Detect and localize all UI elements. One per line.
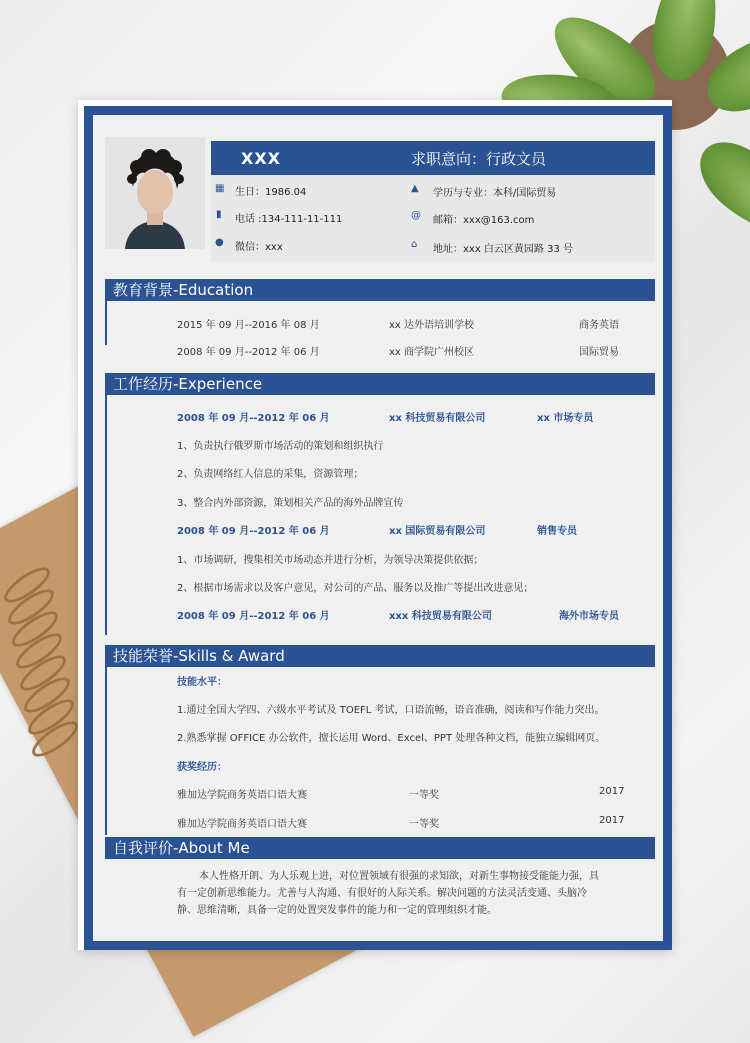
skill-item: 2.熟悉掌握 OFFICE 办公软件，擅长运用 Word、Excel、PPT 处理各种文档，能独立编辑网页。 bbox=[177, 733, 606, 744]
job-period: 2008 年 09 月--2012 年 06 月 bbox=[177, 413, 330, 424]
edu-school: xx 达外语培训学校 bbox=[389, 320, 475, 331]
at-icon: @ bbox=[411, 210, 421, 221]
job-period: 2008 年 09 月--2012 年 06 月 bbox=[177, 526, 330, 537]
job-role: 海外市场专员 bbox=[559, 611, 619, 622]
job-role: 销售专员 bbox=[537, 526, 577, 537]
email-info: 邮箱：xxx@163.com bbox=[433, 215, 535, 226]
about-section-title: 自我评价-About Me bbox=[105, 837, 655, 859]
award-prize: 一等奖 bbox=[409, 819, 439, 830]
birth-info: 生日：1986.04 bbox=[235, 187, 307, 198]
job-duty: 1、市场调研，搜集相关市场动态并进行分析，为领导决策提供依据； bbox=[177, 555, 484, 566]
resume-paper bbox=[78, 100, 672, 950]
avatar-photo bbox=[105, 137, 205, 249]
home-icon: ⌂ bbox=[411, 239, 418, 250]
section-divider bbox=[105, 301, 107, 345]
edu-period: 2008 年 09 月--2012 年 06 月 bbox=[177, 347, 320, 358]
about-text: 有一定创新思维能力。尤善与人沟通、有很好的人际关系。解决问题的方法灵活变通、头脑冷 bbox=[177, 888, 587, 899]
job-company: xx 国际贸易有限公司 bbox=[389, 526, 486, 537]
resume-frame bbox=[84, 106, 672, 950]
job-intent: 求职意向：行政文员 bbox=[411, 150, 547, 168]
wechat-icon: ● bbox=[215, 237, 224, 248]
address-info: 地址：xxx 白云区黄园路 33 号 bbox=[433, 244, 574, 255]
name-bar bbox=[211, 141, 655, 175]
award-name: 雅加达学院商务英语口语大赛 bbox=[177, 819, 307, 830]
section-divider bbox=[105, 667, 107, 835]
edu-period: 2015 年 09 月--2016 年 08 月 bbox=[177, 320, 320, 331]
notebook-spiral bbox=[0, 575, 70, 755]
about-text: 静、思维清晰，具备一定的处置突发事件的能力和一定的管理组织才能。 bbox=[177, 905, 497, 916]
award-year: 2017 bbox=[599, 786, 625, 797]
job-duty: 2、根据市场需求以及客户意见，对公司的产品、服务以及推广等提出改进意见； bbox=[177, 583, 534, 594]
calendar-icon: ▦ bbox=[215, 183, 225, 194]
section-divider bbox=[105, 395, 107, 635]
job-duty: 1、负责执行俄罗斯市场活动的策划和组织执行 bbox=[177, 441, 384, 452]
about-text: 本人性格开朗、为人乐观上进，对位置领域有很强的求知欲，对新生事物接受能能力强，具 bbox=[199, 871, 599, 882]
award-name: 雅加达学院商务英语口语大赛 bbox=[177, 790, 307, 801]
education-info: 学历与专业：本科/国际贸易 bbox=[433, 188, 557, 199]
job-company: xxx 科技贸易有限公司 bbox=[389, 611, 492, 622]
education-section-title: 教育背景-Education bbox=[105, 279, 655, 301]
edu-school: xx 商学院广州校区 bbox=[389, 347, 475, 358]
job-role: xx 市场专员 bbox=[537, 413, 594, 424]
job-period: 2008 年 09 月--2012 年 06 月 bbox=[177, 611, 330, 622]
skill-item: 1.通过全国大学四、六级水平考试及 TOEFL 考试，口语流畅，语音准确，阅读和写作能力突出。 bbox=[177, 705, 605, 716]
award-year: 2017 bbox=[599, 815, 625, 826]
job-duty: 3、整合内外部资源，策划相关产品的海外品牌宣传 bbox=[177, 498, 404, 509]
experience-section-title: 工作经历-Experience bbox=[105, 373, 655, 395]
job-duty: 2、负责网络红人信息的采集，资源管理； bbox=[177, 469, 364, 480]
candidate-name: XXX bbox=[241, 149, 282, 168]
skill-heading: 技能水平： bbox=[177, 677, 227, 688]
award-heading: 获奖经历： bbox=[177, 762, 227, 773]
graduation-cap-icon: ▲ bbox=[411, 183, 419, 194]
phone-icon: ▮ bbox=[216, 209, 222, 220]
edu-major: 国际贸易 bbox=[579, 347, 619, 358]
phone-info: 电话 :134-111-11-111 bbox=[235, 214, 343, 225]
job-company: xx 科技贸易有限公司 bbox=[389, 413, 486, 424]
edu-major: 商务英语 bbox=[579, 320, 619, 331]
award-prize: 一等奖 bbox=[409, 790, 439, 801]
contact-panel bbox=[211, 175, 655, 261]
wechat-info: 微信：xxx bbox=[235, 242, 283, 253]
skills-section-title: 技能荣誉-Skills & Award bbox=[105, 645, 655, 667]
